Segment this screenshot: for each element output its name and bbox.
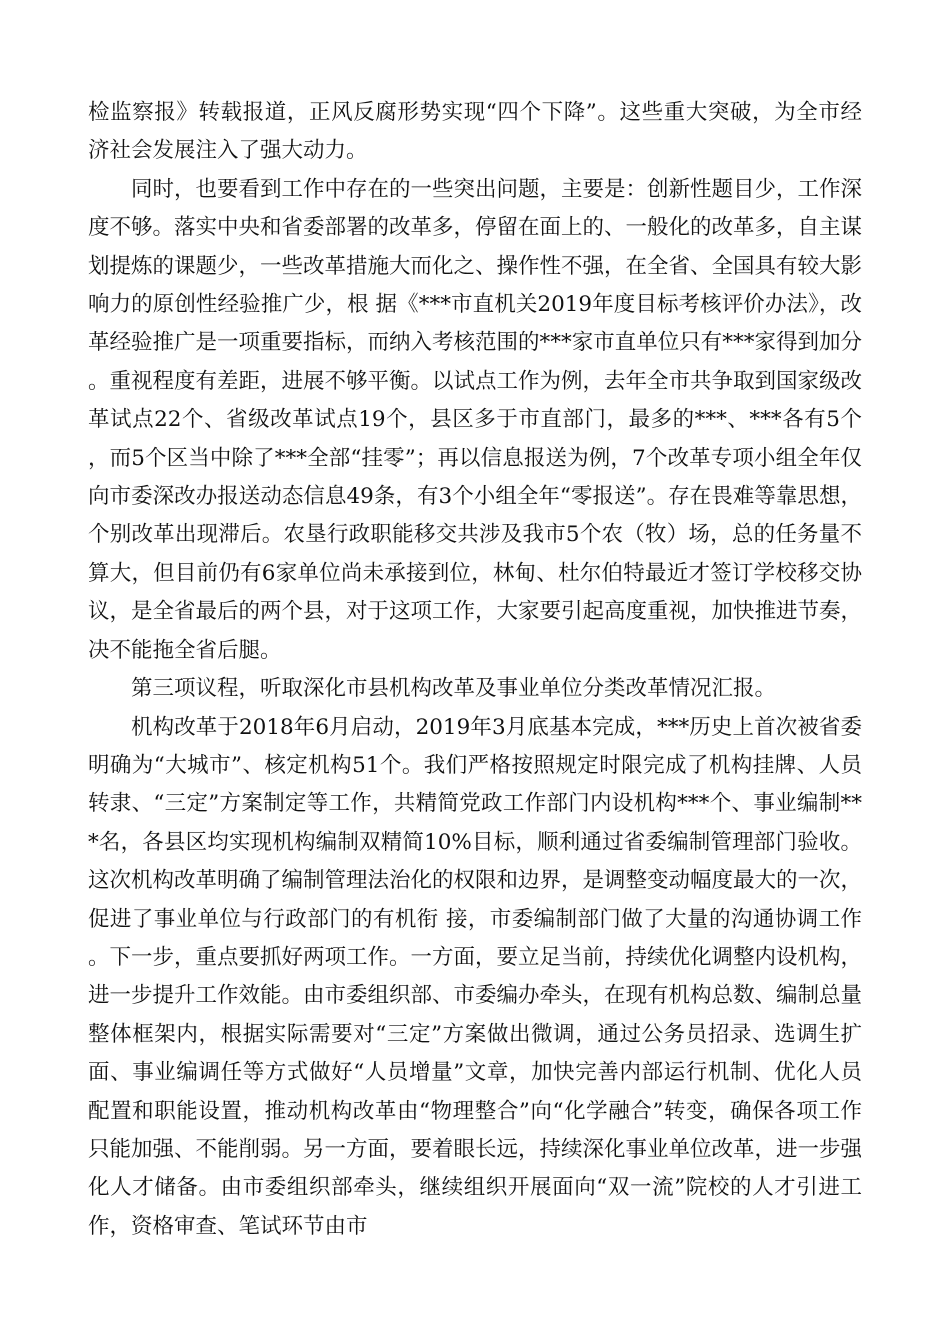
- paragraph-continuation: 检监察报》转载报道，正风反腐形势实现“四个下降”。这些重大突破，为全市经济社会发展注入了强大动力。: [88, 100, 862, 164]
- paragraph-problems: 同时，也要看到工作中存在的一些突出问题，主要是：创新性题目少，工作深度不够。落实中央和省委部署的改革多，停留在面上的、一般化的改革多，自主谋划提炼的课题少，一些改革措施大而化之、操作性不强，在全省、全国具有较大影响力的原创性经验推广少，根 据《***市直机关2019年度目标考核评价办法》，改革经验推广是一项重要指标，而纳入考核范围的***家市直单位只有***家得到加分。重视程度有差距，进展不够平衡。以试点工作为例，去年全市共争取到国家级改革试点22个、省级改革试点19个，县区多于市直部门，最多的***、***各有5个，而5个区当中除了***全部“挂零”；再以信息报送为例，7个改革专项小组全年仅向市委深改办报送动态信息49条，有3个小组全年“零报送”。存在畏难等靠思想，个别改革出现滞后。农垦行政职能移交共涉及我市5个农（牧）场，总的任务量不算大，但目前仍有6家单位尚未承接到位，林甸、杜尔伯特最近才签订学校移交协议，是全省最后的两个县，对于这项工作，大家要引起高度重视，加快推进节奏，决不能拖全省后腿。: [88, 176, 863, 663]
- paragraph-agenda-item-three: 第三项议程，听取深化市县机构改革及事业单位分类改革情况汇报。: [131, 676, 777, 702]
- paragraph-institutional-reform: 机构改革于2018年6月启动，2019年3月底基本完成，***历史上首次被省委明确为“大城市”、核定机构51个。我们严格按照规定时限完成了机构挂牌、人员转隶、“三定”方案制定等工作，共精简党政工作部门内设机构***个、事业编制***名，各县区均实现机构编制双精简10%目标，顺利通过省委编制管理部门验收。这次机构改革明确了编制管理法治化的权限和边界，是调整变动幅度最大的一次，促进了事业单位与行政部门的有机衔 接，市委编制部门做了大量的沟通协调工作。下一步，重点要抓好两项工作。一方面，要立足当前，持续优化调整内设机构，进一步提升工作效能。由市委组织部、市委编办牵头，在现有机构总数、编制总量整体框架内，根据实际需要对“三定”方案做出微调，通过公务员招录、选调生扩面、事业编调任等方式做好“人员增量”文章，加快完善内部运行机制、优化人员配置和职能设置，推动机构改革由“物理整合”向“化学融合”转变，确保各项工作只能加强、不能削弱。另一方面，要着眼长远，持续深化事业单位改革，进一步强化人才储备。由市委组织部牵头，继续组织开展面向“双一流”院校的人才引进工作，资格审查、笔试环节由市: [88, 714, 863, 1239]
- document-page: [88, 94, 862, 1246]
